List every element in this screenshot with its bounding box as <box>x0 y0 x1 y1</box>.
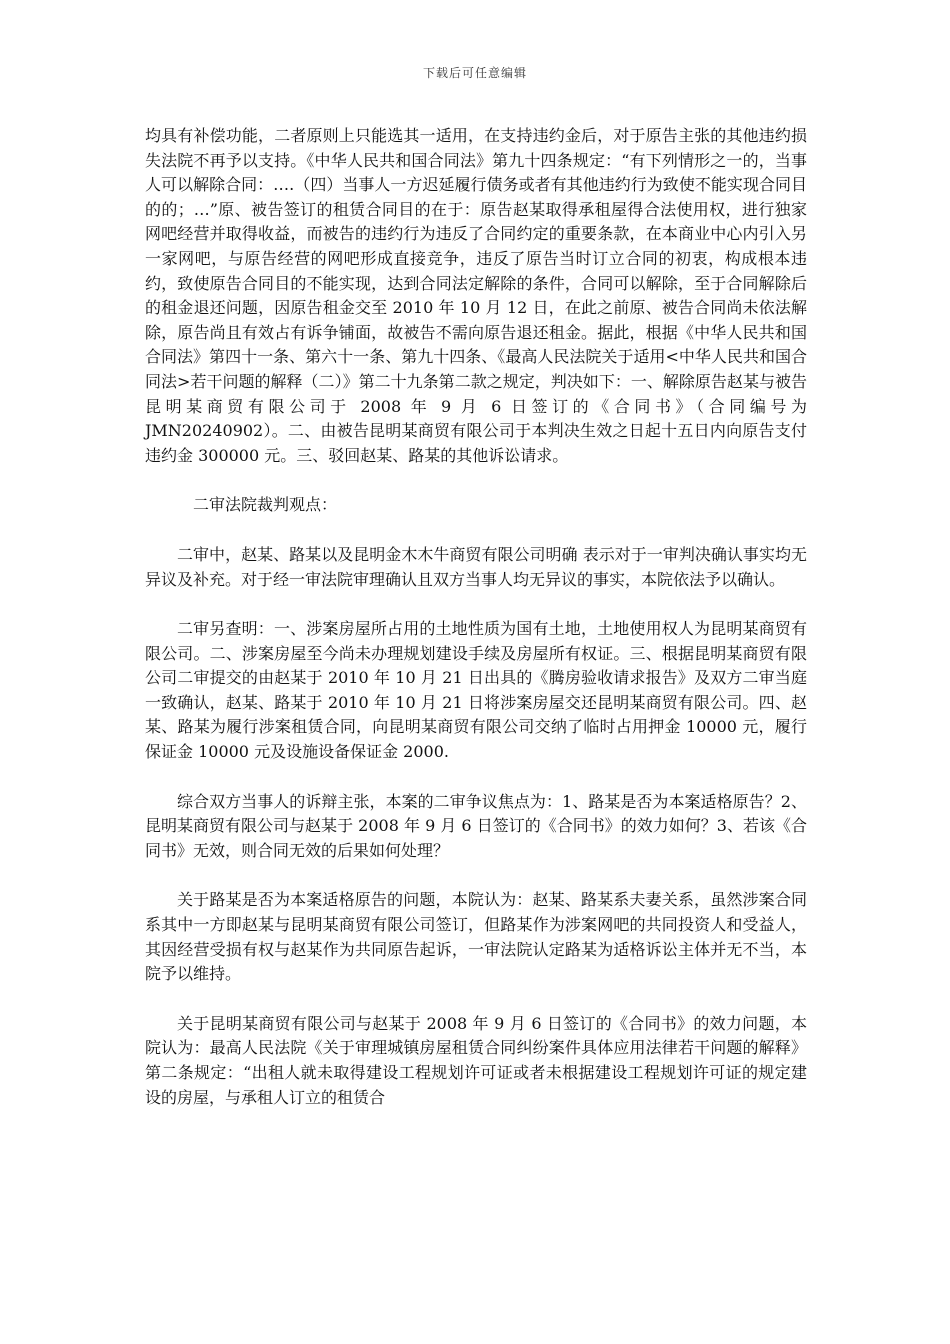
section-heading-second-instance: 二审法院裁判观点： <box>193 495 338 515</box>
document-body <box>145 124 807 1110</box>
paragraph-additional-findings: 二审另查明：一、涉案房屋所占用的土地性质为国有土地，土地使用权人为昆明某商贸有限公司。二、涉案房屋至今尚未办理规划建设手续及房屋所有权证。三、根据昆明某商贸有限公司二审提交的由赵某于 2010 年 10 月 21 日出具的《腾房验收请求报告》及双方二审当庭一致确认，赵某、路某于 2010 年 10 月 21 日将涉案房屋交还昆明某商贸有限公司。四、赵某、路某为履行涉案租赁合同，向昆明某商贸有限公司交纳了临时占用押金 10000 元，履行保证金 10000 元及设施设备保证金 2000. <box>145 619 807 762</box>
paragraph-judgment-continuation: 均具有补偿功能，二者原则上只能选其一适用，在支持违约金后，对于原告主张的其他违约损失法院不再予以支持。《中华人民共和国合同法》第九十四条规定：“有下列情形之一的，当事人可以解除合同：….（四）当事人一方迟延履行债务或者有其他违约行为致使不能实现合同目的的；…”原、被告签订的租赁合同目的在于：原告赵某取得承租屋得合法使用权，进行独家网吧经营并取得收益，而被告的违约行为违反了合同约定的重要条款，在本商业中心内引入另一家网吧，与原告经营的网吧形成直接竞争，违反了原告当时订立合同的初衷，构成根本违约，致使原告合同目的不能实现，达到合同法定解除的条件，合同可以解除，至于合同解除后的租金退还问题，因原告租金交至 2010 年 10 月 12 日，在此之前原、被告合同尚未依法解除，原告尚且有效占有诉争铺面，故被告不需向原告退还租金。据此，根据《中华人民共和国合同法》第四十一条、第六十一条、第九十四条、《最高人民法院关于适用<中华人民共和国合同法>若干问题的解释（二）》第二十九条第二款之规定，判决如下：一、解除原告赵某与被告昆明某商贸有限公司于 2008 年 9 月 6 日签订的《合同书》（合同编号为 JMN20240902）。二、由被告昆明某商贸有限公司于本判决生效之日起十五日内向原告支付违约金 300000 元。三、驳回赵某、路某的其他诉讼请求。 <box>145 126 807 465</box>
paragraph-contract-validity: 关于昆明某商贸有限公司与赵某于 2008 年 9 月 6 日签订的《合同书》的效力问题，本院认为：最高人民法院《关于审理城镇房屋租赁合同纠纷案件具体应用法律若干问题的解释》第二条规定：“出租人就未取得建设工程规划许可证或者未根据建设工程规划许可证的规定建设的房屋，与承租人订立的租赁合 <box>145 1013 807 1107</box>
paragraph-plaintiff-standing: 关于路某是否为本案适格原告的问题，本院认为：赵某、路某系夫妻关系，虽然涉案合同系其中一方即赵某与昆明某商贸有限公司签订，但路某作为涉案网吧的共同投资人和受益人，其因经营受损有权与赵某作为共同原告起诉，一审法院认定路某为适格诉讼主体并无不当，本院予以维持。 <box>145 890 807 984</box>
paragraph-second-instance-facts: 二审中，赵某、路某以及昆明金木木牛商贸有限公司明确 表示对于一审判决确认事实均无异议及补充。对于经一审法院审理确认且双方当事人均无异议的事实，本院依法予以确认。 <box>145 544 807 589</box>
page-header: 下载后可任意编辑 <box>422 66 527 80</box>
paragraph-dispute-focus: 综合双方当事人的诉辩主张，本案的二审争议焦点为：1、路某是否为本案适格原告？2、昆明某商贸有限公司与赵某于 2008 年 9 月 6 日签订的《合同书》的效力如何？3、若该《合同书》无效，则合同无效的后果如何处理？ <box>145 791 807 860</box>
